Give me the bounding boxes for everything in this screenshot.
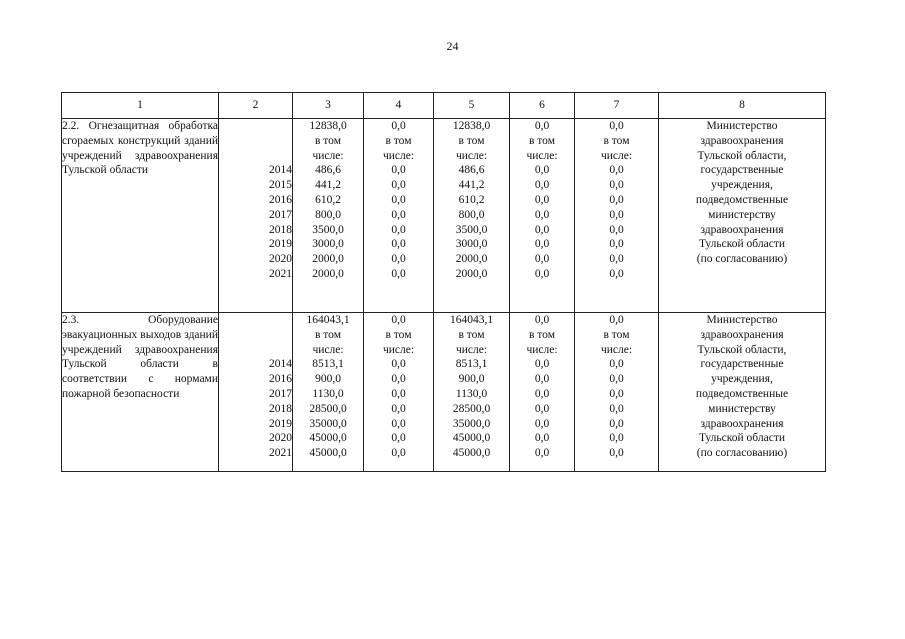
funding-value: 0,0 <box>609 417 624 430</box>
funding-value: 3500,0 <box>455 223 488 236</box>
year-value: 2021 <box>269 447 292 460</box>
header-col-1: 1 <box>62 93 219 119</box>
funding-value: 0,0 <box>534 432 550 445</box>
spacer <box>219 343 292 358</box>
spacer <box>219 119 292 134</box>
funding-value: в том <box>603 134 630 147</box>
year-value: 2019 <box>269 417 292 430</box>
funding-col4-cell <box>364 119 434 313</box>
funding-value: 0,0 <box>534 402 550 415</box>
year-value: 2015 <box>269 179 292 192</box>
funding-value: числе: <box>600 149 633 162</box>
funding-value: числе: <box>455 343 488 356</box>
funding-value: 164043,1 <box>449 314 494 326</box>
funding-value: 0,0 <box>609 387 624 400</box>
funding-value: 0,0 <box>391 387 406 400</box>
executor-line: государственные <box>700 358 784 371</box>
funding-value: в том <box>385 134 412 147</box>
executor-line: министерству <box>708 402 776 415</box>
funding-value: 28500,0 <box>309 402 347 415</box>
funding-col4-cell <box>364 313 434 472</box>
funding-value: 12838,0 <box>452 120 491 132</box>
funding-value: 0,0 <box>391 358 406 371</box>
funding-value: 0,0 <box>609 432 624 445</box>
executor-line: здравоохранения <box>700 223 784 236</box>
funding-col3-cell <box>293 119 364 313</box>
funding-value: 0,0 <box>391 373 406 386</box>
header-col-4: 4 <box>364 93 434 119</box>
header-col-5: 5 <box>434 93 510 119</box>
measure-name-cell: 2.2. Огнезащитная обработка сгораемых конструкций зданий учреждений здравоохранения Тульской области <box>62 119 219 313</box>
funding-value: числе: <box>312 343 344 356</box>
funding-value: 2000,0 <box>455 267 488 280</box>
spacer <box>219 313 292 328</box>
executor-line: Тульской области, <box>697 149 787 162</box>
funding-value: 0,0 <box>609 164 624 177</box>
funding-value: 3500,0 <box>312 223 344 236</box>
funding-value: 0,0 <box>391 267 406 280</box>
funding-value: 0,0 <box>534 238 550 251</box>
year-value: 2020 <box>269 253 292 266</box>
years-cell <box>219 119 293 313</box>
funding-value: 2000,0 <box>312 267 344 280</box>
funding-value: числе: <box>526 343 558 356</box>
year-value: 2018 <box>269 402 292 415</box>
executor-line: Тульской области <box>698 432 785 445</box>
table-row <box>62 119 826 313</box>
table-row <box>62 313 826 472</box>
funding-value: 28500,0 <box>452 402 491 415</box>
year-value: 2014 <box>269 358 292 371</box>
funding-value: 900,0 <box>315 373 341 386</box>
funding-value: 0,0 <box>391 253 406 266</box>
funding-value: числе: <box>382 343 415 356</box>
funding-value: числе: <box>455 149 488 162</box>
executor-line: здравоохранения <box>700 417 784 430</box>
executor-cell <box>659 119 826 313</box>
funding-value: 2000,0 <box>312 253 344 266</box>
funding-value: 0,0 <box>391 402 406 415</box>
executor-line: здравоохранения <box>700 328 784 341</box>
funding-value: 441,2 <box>458 179 485 192</box>
funding-value: 0,0 <box>534 120 550 132</box>
spacer <box>219 149 292 164</box>
funding-value: в том <box>603 328 630 341</box>
funding-value: 45000,0 <box>452 432 491 445</box>
funding-value: 0,0 <box>609 253 624 266</box>
executor-line: Министерство <box>706 314 778 326</box>
funding-value: 3000,0 <box>312 238 344 251</box>
header-col-7: 7 <box>575 93 659 119</box>
funding-value: в том <box>529 328 555 341</box>
funding-col6-cell <box>510 313 575 472</box>
funding-value: числе: <box>600 343 633 356</box>
header-row <box>62 93 826 119</box>
executor-line: государственные <box>700 164 784 177</box>
header-col-2: 2 <box>219 93 293 119</box>
funding-value: 0,0 <box>609 402 624 415</box>
funding-value: в том <box>385 328 412 341</box>
funding-value: 0,0 <box>609 179 624 192</box>
funding-value: 0,0 <box>534 164 550 177</box>
funding-value: 0,0 <box>534 447 550 460</box>
funding-value: в том <box>529 134 555 147</box>
funding-value: 3000,0 <box>455 238 488 251</box>
year-value: 2019 <box>269 238 292 251</box>
executor-line: министерству <box>708 208 776 221</box>
funding-value: 8513,1 <box>455 358 488 371</box>
year-value: 2016 <box>269 373 292 386</box>
year-value: 2021 <box>269 267 292 280</box>
funding-value: 0,0 <box>534 193 550 206</box>
funding-value: 0,0 <box>391 417 406 430</box>
funding-value: 8513,1 <box>312 358 344 371</box>
year-value: 2018 <box>269 223 292 236</box>
funding-value: 0,0 <box>391 179 406 192</box>
executor-line: Министерство <box>706 120 778 132</box>
funding-value: 0,0 <box>534 179 550 192</box>
funding-value: 0,0 <box>391 164 406 177</box>
header-col-6: 6 <box>510 93 575 119</box>
executor-line: учреждения, <box>711 373 773 386</box>
executor-cell <box>659 313 826 472</box>
funding-value: 0,0 <box>534 208 550 221</box>
funding-value: 0,0 <box>609 208 624 221</box>
funding-value: 0,0 <box>609 223 624 236</box>
funding-value: 0,0 <box>534 267 550 280</box>
funding-value: 0,0 <box>391 432 406 445</box>
funding-value: 0,0 <box>609 238 624 251</box>
funding-value: 0,0 <box>534 373 550 386</box>
funding-value: 0,0 <box>391 208 406 221</box>
funding-value: 0,0 <box>391 193 406 206</box>
funding-value: 0,0 <box>391 314 406 326</box>
funding-value: 0,0 <box>609 314 624 326</box>
funding-value: 12838,0 <box>309 120 347 132</box>
funding-value: 2000,0 <box>455 253 488 266</box>
years-cell <box>219 313 293 472</box>
executor-line: подведомственные <box>695 193 789 206</box>
funding-value: 0,0 <box>534 314 550 326</box>
funding-value: 900,0 <box>458 373 485 386</box>
page-number: 24 <box>446 39 459 53</box>
year-value: 2016 <box>269 193 292 206</box>
funding-value: числе: <box>382 149 415 162</box>
funding-value: в том <box>458 328 485 341</box>
funding-value: 45000,0 <box>452 447 491 460</box>
funding-value: числе: <box>526 149 558 162</box>
funding-value: в том <box>315 134 341 147</box>
funding-value: 486,6 <box>458 164 485 177</box>
program-table <box>61 92 826 472</box>
funding-value: 0,0 <box>534 387 550 400</box>
year-value: 2020 <box>269 432 292 445</box>
funding-col6-cell <box>510 119 575 313</box>
spacer <box>219 328 292 343</box>
funding-value: 45000,0 <box>309 447 347 460</box>
funding-value: 0,0 <box>534 253 550 266</box>
funding-value: 610,2 <box>315 193 341 206</box>
funding-col5-cell <box>434 313 510 472</box>
measure-name-cell: 2.3. Оборудование эвакуационных выходов зданий учреждений здравоохранения Тульской области в соответствии с нормами пожарной безопасности <box>62 313 219 472</box>
funding-col3-cell <box>293 313 364 472</box>
funding-value: 0,0 <box>609 193 624 206</box>
funding-value: 45000,0 <box>309 432 347 445</box>
funding-value: 0,0 <box>609 373 624 386</box>
spacer <box>219 134 292 149</box>
funding-value: в том <box>458 134 485 147</box>
funding-value: 1130,0 <box>312 387 344 400</box>
funding-value: в том <box>315 328 341 341</box>
funding-value: 164043,1 <box>306 314 350 326</box>
funding-value: 0,0 <box>534 358 550 371</box>
funding-value: 800,0 <box>315 208 341 221</box>
header-col-3: 3 <box>293 93 364 119</box>
funding-value: 0,0 <box>609 120 624 132</box>
year-value: 2017 <box>269 208 292 221</box>
funding-value: числе: <box>312 149 344 162</box>
funding-col7-cell <box>575 119 659 313</box>
funding-value: 1130,0 <box>455 387 488 400</box>
header-col-8: 8 <box>659 93 826 119</box>
year-value: 2014 <box>269 164 292 177</box>
funding-value: 0,0 <box>609 358 624 371</box>
executor-line: здравоохранения <box>700 134 784 147</box>
year-value: 2017 <box>269 387 292 400</box>
executor-line: Тульской области, <box>697 343 787 356</box>
funding-value: 0,0 <box>534 417 550 430</box>
executor-line: подведомственные <box>695 387 789 400</box>
funding-value: 0,0 <box>391 223 406 236</box>
funding-value: 0,0 <box>609 267 624 280</box>
executor-line: учреждения, <box>711 179 773 192</box>
funding-value: 0,0 <box>391 120 406 132</box>
funding-value: 35000,0 <box>452 417 491 430</box>
funding-value: 0,0 <box>609 447 624 460</box>
funding-value: 0,0 <box>534 223 550 236</box>
funding-value: 486,6 <box>315 164 341 177</box>
executor-line: (по согласованию) <box>696 253 788 266</box>
funding-value: 0,0 <box>391 447 406 460</box>
funding-col7-cell <box>575 313 659 472</box>
funding-value: 800,0 <box>458 208 485 221</box>
funding-value: 441,2 <box>315 179 341 192</box>
executor-line: Тульской области <box>698 238 785 251</box>
funding-value: 0,0 <box>391 238 406 251</box>
funding-col5-cell <box>434 119 510 313</box>
executor-line: (по согласованию) <box>696 447 788 460</box>
funding-value: 35000,0 <box>309 417 347 430</box>
funding-value: 610,2 <box>458 193 485 206</box>
